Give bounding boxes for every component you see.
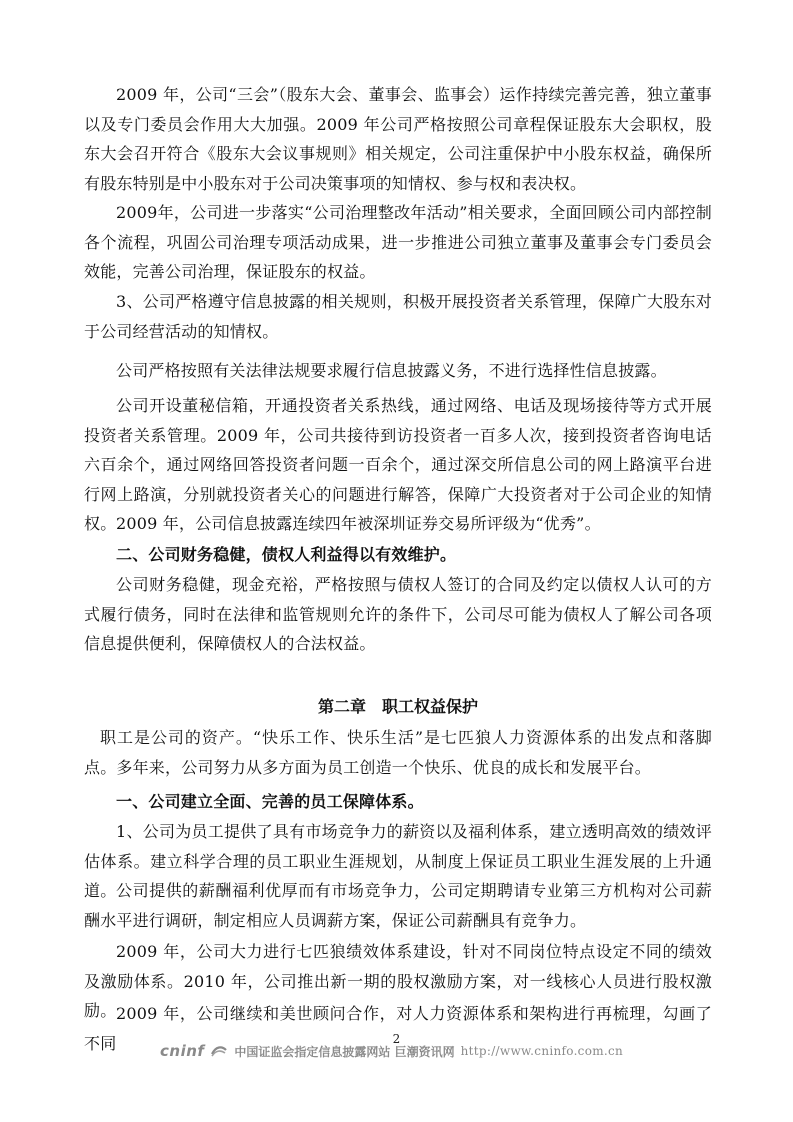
- page-number: 2: [392, 1032, 401, 1046]
- paragraph-performance-system: 2009 年，公司大力进行七匹狼绩效体系建设，针对不同岗位特点设定不同的绩效及激励体系。2010 年，公司推出新一期的股权激励方案，对一线核心人员进行股权激励。: [84, 942, 712, 1020]
- paragraph-disclosure-rating: 2009 年，公司信息披露连续四年被深圳证券交易所评级为“优秀”。: [116, 514, 601, 533]
- paragraph-competitive-pay: 公司提供的薪酬福利优厚而有市场竞争力，公司定期聘请专业第三方机构对公司薪酬水平进行调研，制定相应人员调薪方案，保证公司薪酬具有竞争力。: [84, 881, 712, 930]
- footer: [160, 1042, 623, 1060]
- footer-site-name: 中国证监会指定信息披露网站 巨潮资讯网: [234, 1044, 455, 1059]
- paragraph-employees-asset: 职工是公司的资产。“快乐工作、快乐生活”是七匹狼人力资源体系的出发点和落脚点。多年来，公司努力从多方面为员工创造一个快乐、优良的成长和发展平台。: [84, 728, 712, 777]
- footer-url[interactable]: http://www.cninfo.com.cn: [460, 1044, 624, 1058]
- cninfo-logo-text: cninf: [160, 1042, 205, 1060]
- paragraph-compensation-system: 1、公司为员工提供了具有市场竞争力的薪资以及福利体系，建立透明高效的绩效评估体系。建立科学合理的员工职业生涯规划，从制度上保证员工职业生涯发展的上升通道。: [84, 822, 712, 900]
- paragraph-governance-rectification: 2009年，公司进一步落实“公司治理整改年活动”相关要求，全面回顾公司内部控制各个流程，巩固公司治理专项活动成果，进一步推进公司独立董事及董事会专门委员会效能，完善公司治理，保证股东的权益。: [84, 203, 712, 281]
- paragraph-three-meetings: 2009 年，公司“三会”（股东大会、董事会、监事会）运作持续完善完善，独立董事以及专门委员会作用大大加强。2009 年公司严格按照公司章程保证股东大会职权，股东大会召开符合《股东大会议事规则》相关规定，公司注重保护中小股东权益，确保所有股东特别是中小股东对于公司决策事项的知情权、参与权和表决权。: [84, 85, 712, 193]
- paragraph-financial-stability: 公司财务稳健，现金充裕，严格按照与债权人签订的合同及约定以债权人认可的方式履行债务，同时在法律和监管规则允许的条件下，公司尽可能为债权人了解公司各项信息提供便利，保障债权人的合法权益。: [84, 575, 712, 653]
- paragraph-disclosure-obligation: 公司严格按照有关法律法规要求履行信息披露义务，不进行选择性信息披露。: [116, 361, 667, 380]
- chapter-title: 第二章 职工权益保护: [317, 697, 478, 716]
- heading-employee-security: 一、公司建立全面、完善的员工保障体系。: [116, 792, 424, 811]
- cninfo-logo-icon: [210, 1044, 228, 1058]
- paragraph-investor-relations: 公司开设董秘信箱，开通投资者关系热线，通过网络、电话及现场接待等方式开展投资者关系管理。2009 年，公司共接待到访投资者一百多人次，接到投资者咨询电话六百余个，通过网络回答投资者问题一百余个，通过深交所信息公司的网上路演平台进行网上路演，分别就投资者关心的问题进行解答，保障广大投资者对于公司企业的知情权。: [84, 396, 712, 533]
- heading-creditor-protection: 二、公司财务稳健，债权人利益得以有效维护。: [116, 545, 457, 564]
- paragraph-disclosure-rules: 3、公司严格遵守信息披露的相关规则，积极开展投资者关系管理，保障广大股东对于公司经营活动的知情权。: [84, 292, 712, 341]
- paragraph-mercer-cooperation: 2009 年，公司继续和美世顾问合作，对人力资源体系和架构进行再梳理，勾画了不同: [84, 1004, 712, 1053]
